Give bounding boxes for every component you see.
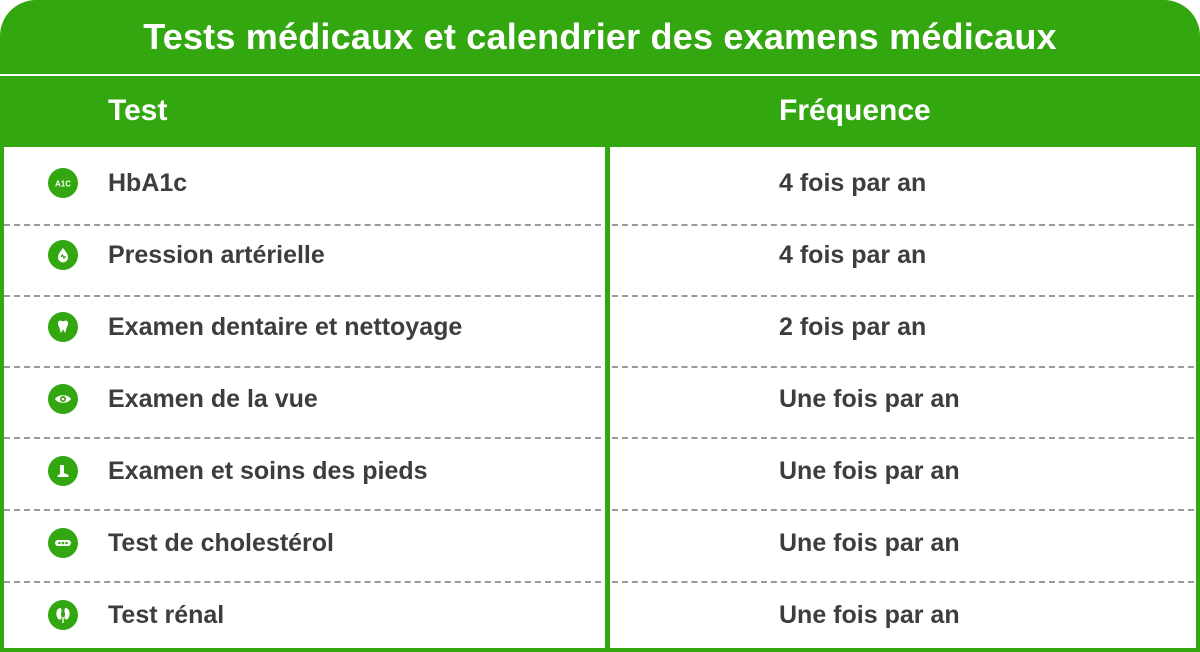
row-divider [612,509,1194,511]
table-row [0,579,1200,651]
row-divider [4,437,601,439]
column-header-frequency: Fréquence [779,94,931,127]
row-divider [4,295,601,297]
row-divider [612,224,1194,226]
test-name: HbA1c [108,168,188,197]
row-divider [612,366,1194,368]
title-divider [0,74,1200,76]
table-row [0,363,1200,435]
frequency-value: 2 fois par an [779,312,927,341]
kidney-icon [48,600,78,630]
test-name: Test de cholestérol [108,528,334,557]
page-title: Tests médicaux et calendrier des examens médicaux [143,16,1057,57]
frequency-value: Une fois par an [779,528,960,557]
test-name: Examen de la vue [108,384,318,413]
table-row [0,507,1200,579]
row-divider [4,366,601,368]
row-divider [4,224,601,226]
frequency-value: 4 fois par an [779,240,927,269]
frequency-value: Une fois par an [779,600,960,629]
row-divider [612,581,1194,583]
eye-icon [48,384,78,414]
tooth-icon [48,312,78,342]
foot-icon [48,456,78,486]
a1c-icon [48,168,78,198]
cholesterol-icon [48,528,78,558]
blood-pressure-icon [48,240,78,270]
test-name: Examen dentaire et nettoyage [108,312,463,341]
row-divider [4,509,601,511]
row-divider [612,437,1194,439]
table-row [0,147,1200,219]
frequency-value: 4 fois par an [779,168,927,197]
table-row [0,291,1200,363]
table-row [0,219,1200,291]
row-divider [4,581,601,583]
test-name: Pression artérielle [108,240,325,269]
frequency-value: Une fois par an [779,384,960,413]
svg-text:A1C: A1C [54,179,72,189]
row-divider [612,295,1194,297]
frequency-value: Une fois par an [779,456,960,485]
test-name: Test rénal [108,600,225,629]
column-header-test: Test [108,94,168,127]
table-row [0,435,1200,507]
test-name: Examen et soins des pieds [108,456,428,485]
